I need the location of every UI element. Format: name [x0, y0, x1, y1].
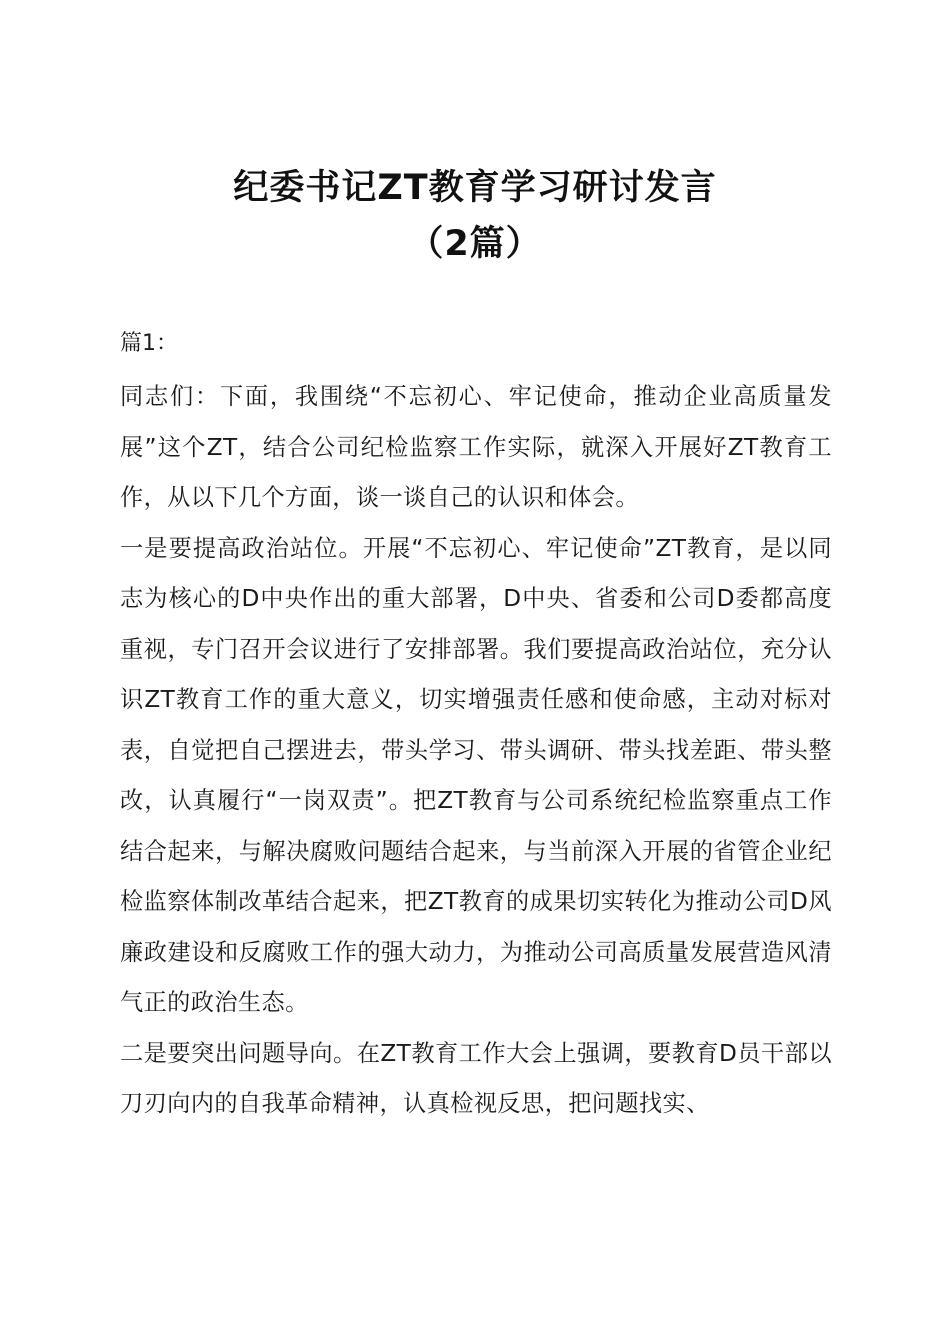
section-label: 篇1： [120, 331, 178, 356]
paragraph-point-two: 二是要突出问题导向。在ZT教育工作大会上强调，要教育D员干部以刀刃向内的自我革命精神，认真检视反思，把问题找实、 [120, 1039, 832, 1117]
document-title: 纪委书记ZT教育学习研讨发言 [233, 168, 717, 208]
document-body [120, 322, 832, 1130]
paragraph-point-one: 一是要提高政治站位。开展“不忘初心、牢记使命”ZT教育，是以同志为核心的D中央作出的重大部署，D中央、省委和公司D委都高度重视，专门召开会议进行了安排部署。我们要提高政治站位，充分认识ZT教育工作的重大意义，切实增强责任感和使命感，主动对标对表，自觉把自己摆进去，带头学习、带头调研、带头找差距、带头整改，认真履行“一岗双责”。把ZT教育与公司系统纪检监察重点工作结合起来，与解决腐败问题结合起来，与当前深入开展的省管企业纪检监察体制改革结合起来，把ZT教育的成果切实转化为推动公司D风廉政建设和反腐败工作的强大动力，为推动公司高质量发展营造风清气正的政治生态。 [120, 534, 832, 1016]
paragraph-intro: 同志们：下面，我围绕“不忘初心、牢记使命，推动企业高质量发展”这个ZT，结合公司纪检监察工作实际，就深入开展好ZT教育工作，从以下几个方面，谈一谈自己的认识和体会。 [120, 383, 832, 511]
document-subtitle: （2篇） [408, 224, 542, 264]
